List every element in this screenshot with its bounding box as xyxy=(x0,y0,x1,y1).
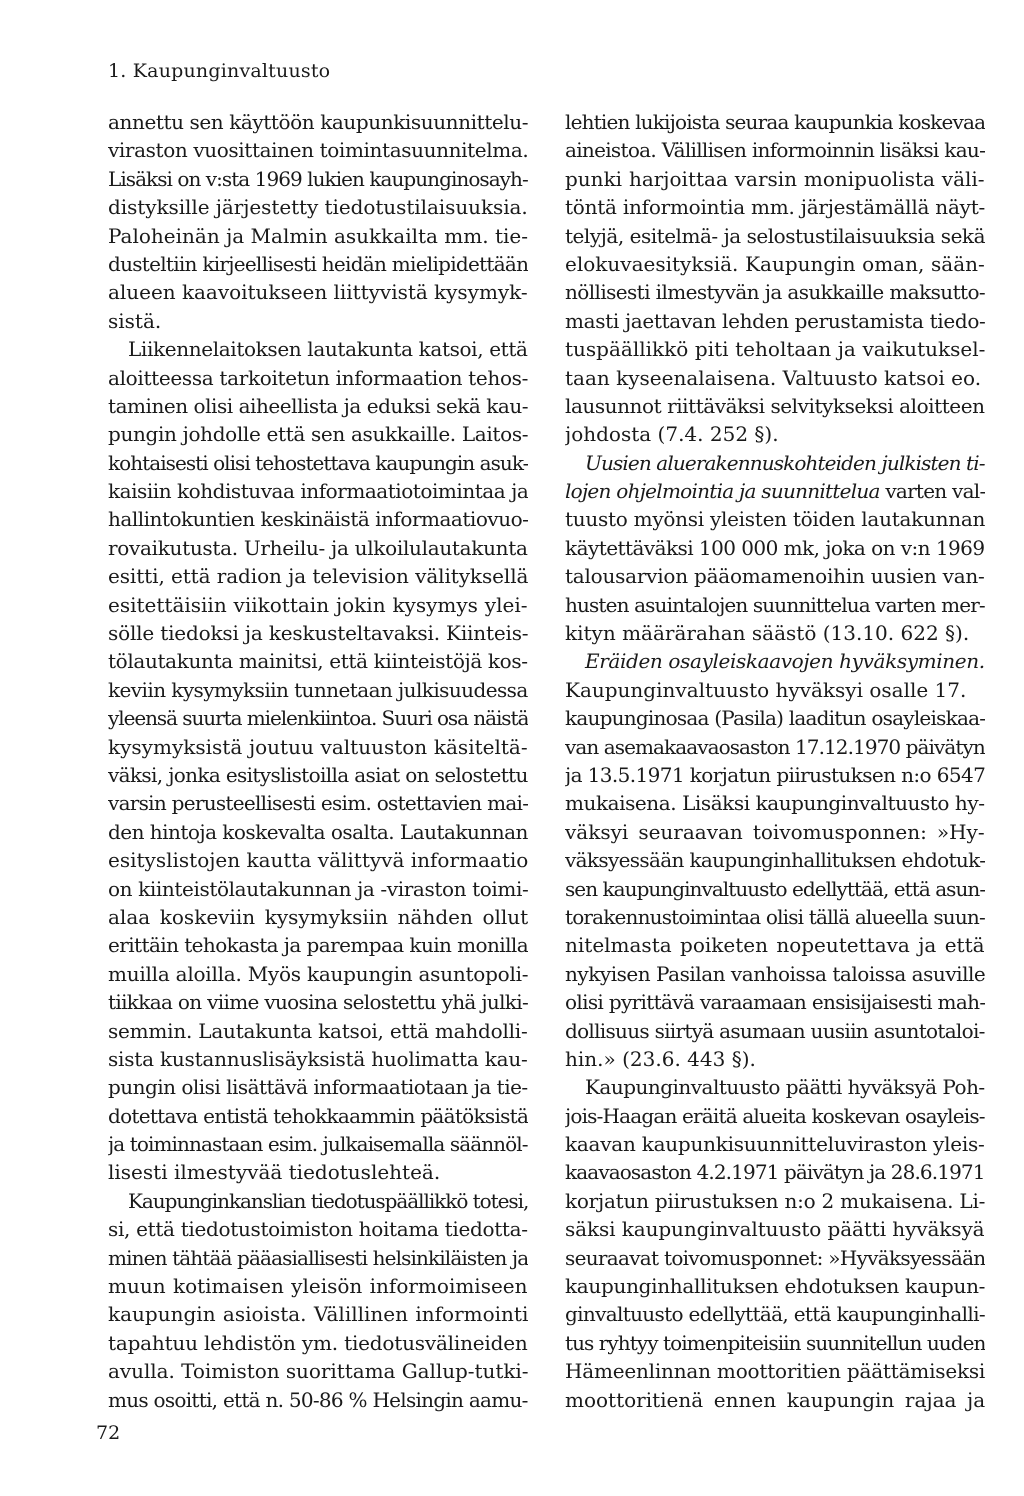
section-heading-line xyxy=(565,449,985,477)
text-line: Paloheinän ja Malmin asukkailta mm. tie- xyxy=(108,223,528,248)
text-line: esitettäisiin viikottain jokin kysymys ylei- xyxy=(108,592,528,617)
text-line: johdosta (7.4. 252 §). xyxy=(565,422,779,447)
text-line: alaa koskeviin kysymyksiin nähden ollut xyxy=(108,904,528,929)
text-line: lehtien lukijoista seuraa kaupunkia koskevaa xyxy=(565,110,985,134)
text-line: tapahtuu lehdistön ym. tiedotusvälineiden xyxy=(108,1330,528,1355)
text-line: Kaupunginkanslian tiedotuspäällikkö totesi, xyxy=(128,1188,528,1213)
text-line: sölle tiedoksi ja keskusteltavaksi. Kiinteis- xyxy=(108,621,528,646)
text-line: den hintoja koskevalta osalta. Lautakunnan xyxy=(108,819,528,844)
text-line: ginvaltuusto edellyttää, että kaupunginhalli- xyxy=(565,1302,985,1327)
text-line: dollisuus siirtyä asumaan uusiin asuntotaloi- xyxy=(565,1018,985,1043)
text-line: hin.» (23.6. 443 §). xyxy=(565,1046,756,1071)
text-line: moottoritienä ennen kaupungin rajaa ja xyxy=(565,1387,985,1412)
right-column xyxy=(565,108,985,1438)
text-line: aineistoa. Välillisen informoinnin lisäksi kau- xyxy=(565,138,985,163)
text-line: väksyi seuraavan toivomusponnen: »Hy- xyxy=(565,819,985,844)
text-line: töntä informointia mm. järjestämällä näyt- xyxy=(565,195,985,220)
text-line: esityslistojen kautta välittyvä informaatio xyxy=(108,848,528,873)
text-line: nitelmasta poiketen nopeutettava ja että xyxy=(565,933,985,958)
text-line: elokuvaesityksiä. Kaupungin oman, sään- xyxy=(565,251,985,276)
text-line: muun kotimaisen yleisön informoimiseen xyxy=(108,1274,528,1299)
text-line: muilla aloilla. Myös kaupungin asuntopoli- xyxy=(108,961,528,986)
section-heading: Eräiden osayleiskaavojen hyväksyminen. xyxy=(585,649,985,674)
text-line: yleensä suurta mielenkiintoa. Suuri osa näistä xyxy=(108,706,528,731)
text-line: sistä. xyxy=(108,308,162,333)
text-line: käytettäväksi 100 000 mk, joka on v:n 1969 xyxy=(565,535,985,560)
text-line: husten asuintalojen suunnittelua varten mer- xyxy=(565,592,985,617)
text-line: aloitteessa tarkoitetun informaation tehos- xyxy=(108,365,528,390)
text-line: varten val- xyxy=(879,479,985,504)
text-line: pungin johdolle että sen asukkaille. Laitos- xyxy=(108,422,528,447)
text-line: dusteltiin kirjeellisesti heidän mielipidettään xyxy=(108,251,528,276)
text-line: semmin. Lautakunta katsoi, että mahdolli- xyxy=(108,1018,528,1043)
text-line: van asemakaavaosaston 17.12.1970 päivätyn xyxy=(565,734,985,759)
text-line: kaavan kaupunkisuunnitteluviraston yleis- xyxy=(565,1132,985,1157)
text-line: ja 13.5.1971 korjatun piirustuksen n:o 6547 xyxy=(565,762,985,787)
text-line: talousarvion pääomamenoihin uusien van- xyxy=(565,564,985,589)
text-line: alueen kaavoitukseen liittyvistä kysymyk- xyxy=(108,280,528,305)
text-line: tuspäällikkö piti teholtaan ja vaikutuksel- xyxy=(565,337,985,362)
text-line: tiikkaa on viime vuosina selostettu yhä julki- xyxy=(108,990,528,1015)
text-line: kaisiin kohdistuvaa informaatiotoimintaa ja xyxy=(108,479,528,504)
section-heading: Uusien aluerakennuskohteiden julkisten ti- xyxy=(585,450,985,475)
text-line: keviin kysymyksiin tunnetaan julkisuudessa xyxy=(108,677,528,702)
text-line: viraston vuosittainen toimintasuunnitelma. xyxy=(108,138,528,163)
text-line: avulla. Toimiston suorittama Gallup-tutki- xyxy=(108,1359,528,1384)
text-line: varsin perusteellisesti esim. ostettavien mai- xyxy=(108,791,528,816)
text-line: väksi, jonka esityslistoilla asiat on selostettu xyxy=(108,762,528,787)
text-line: tuusto myönsi yleisten töiden lautakunnan xyxy=(565,507,985,532)
left-column xyxy=(108,108,528,1438)
text-line: Hämeenlinnan moottoritien päättämiseksi xyxy=(565,1359,985,1384)
text-line: rovaikutusta. Urheilu- ja ulkoilulautakunta xyxy=(108,535,528,560)
text-line: mukaisena. Lisäksi kaupunginvaltuusto hy- xyxy=(565,791,985,816)
text-line: kaupunginhallituksen ehdotuksen kaupun- xyxy=(565,1274,985,1299)
text-line: esitti, että radion ja television välityksellä xyxy=(108,564,528,589)
text-line: kaavaosaston 4.2.1971 päivätyn ja 28.6.1971 xyxy=(565,1160,985,1185)
text-line: kysymyksistä joutuu valtuuston käsiteltä- xyxy=(108,734,528,759)
text-line: pungin olisi lisättävä informaatiotaan ja tie- xyxy=(108,1075,528,1100)
text-line: minen tähtää pääasiallisesti helsinkiläisten ja xyxy=(108,1245,528,1270)
text-line: Kaupunginvaltuusto päätti hyväksyä Poh- xyxy=(585,1075,985,1100)
text-line: si, että tiedotustoimiston hoitama tiedotta- xyxy=(108,1217,528,1242)
text-line: mus osoitti, että n. 50-86 % Helsingin aamu- xyxy=(108,1387,528,1412)
text-line: nöllisesti ilmestyvän ja asukkaille maksutto- xyxy=(565,280,985,305)
text-line: masti jaettavan lehden perustamista tiedo- xyxy=(565,308,985,333)
text-line: ja toiminnastaan esim. julkaisemalla säännöl- xyxy=(108,1132,528,1157)
text-line: kaupunginosaa (Pasila) laaditun osayleiskaa- xyxy=(565,706,985,731)
text-line: torakennustoimintaa olisi tällä alueella suun- xyxy=(565,904,985,929)
text-line: kohtaisesti olisi tehostettava kaupungin asuk- xyxy=(108,450,528,475)
text-line: olisi pyrittävä varaamaan ensisijaisesti mah- xyxy=(565,990,985,1015)
text-line: on kiinteistölautakunnan ja -viraston toimi- xyxy=(108,876,528,901)
text-line: kityn määrärahan säästö (13.10. 622 §). xyxy=(565,621,970,646)
text-line: Lisäksi on v:sta 1969 lukien kaupunginosayh- xyxy=(108,166,528,191)
section-heading: lojen ohjelmointia ja suunnittelua xyxy=(565,479,880,504)
text-line: sen kaupunginvaltuusto edellyttää, että asun- xyxy=(565,876,985,901)
text-line: distyksille järjestetty tiedotustilaisuuksia. xyxy=(108,195,528,220)
text-line: lisesti ilmestyvää tiedotuslehteä. xyxy=(108,1160,441,1185)
text-line: taan kyseenalaisena. Valtuusto katsoi eo. xyxy=(565,365,982,390)
text-line: tölautakunta mainitsi, että kiinteistöjä kos- xyxy=(108,649,528,674)
text-line: Kaupunginvaltuusto hyväksyi osalle 17. xyxy=(565,677,967,702)
text-line: annettu sen käyttöön kaupunkisuunnittelu- xyxy=(108,110,528,134)
text-line: korjatun piirustuksen n:o 2 mukaisena. Li- xyxy=(565,1188,985,1213)
text-line: taminen olisi aiheellista ja eduksi sekä kau- xyxy=(108,393,528,418)
text-line: väksyessään kaupunginhallituksen ehdotuk- xyxy=(565,848,985,873)
text-line: tus ryhtyy toimenpiteisiin suunnitellun uuden xyxy=(565,1330,985,1355)
text-line: telyjä, esitelmä- ja selostustilaisuuksia sekä xyxy=(565,223,985,248)
text-line: erittäin tehokasta ja parempaa kuin monilla xyxy=(108,933,528,958)
text-line: lausunnot riittäväksi selvitykseksi aloitteen xyxy=(565,393,985,418)
running-head: 1. Kaupunginvaltuusto xyxy=(108,60,331,82)
text-line: seuraavat toivomusponnet: »Hyväksyessään xyxy=(565,1245,985,1270)
text-line: jois-Haagan eräitä alueita koskevan osayleis- xyxy=(565,1103,985,1128)
text-line: punki harjoittaa varsin monipuolista väli- xyxy=(565,166,985,191)
section-heading-line xyxy=(565,647,985,675)
text-line: dotettava entistä tehokkaammin päätöksistä xyxy=(108,1103,528,1128)
text-line: sista kustannuslisäyksistä huolimatta kau- xyxy=(108,1046,528,1071)
text-line: kaupungin asioista. Välillinen informointi xyxy=(108,1302,528,1327)
section-heading-line xyxy=(565,477,985,505)
text-line: nykyisen Pasilan vanhoissa taloissa asuville xyxy=(565,961,985,986)
text-line: hallintokuntien keskinäistä informaatiovuo- xyxy=(108,507,528,532)
page-number: 72 xyxy=(96,1422,121,1444)
text-line: säksi kaupunginvaltuusto päätti hyväksyä xyxy=(565,1217,985,1242)
text-line: Liikennelaitoksen lautakunta katsoi, että xyxy=(128,337,528,362)
